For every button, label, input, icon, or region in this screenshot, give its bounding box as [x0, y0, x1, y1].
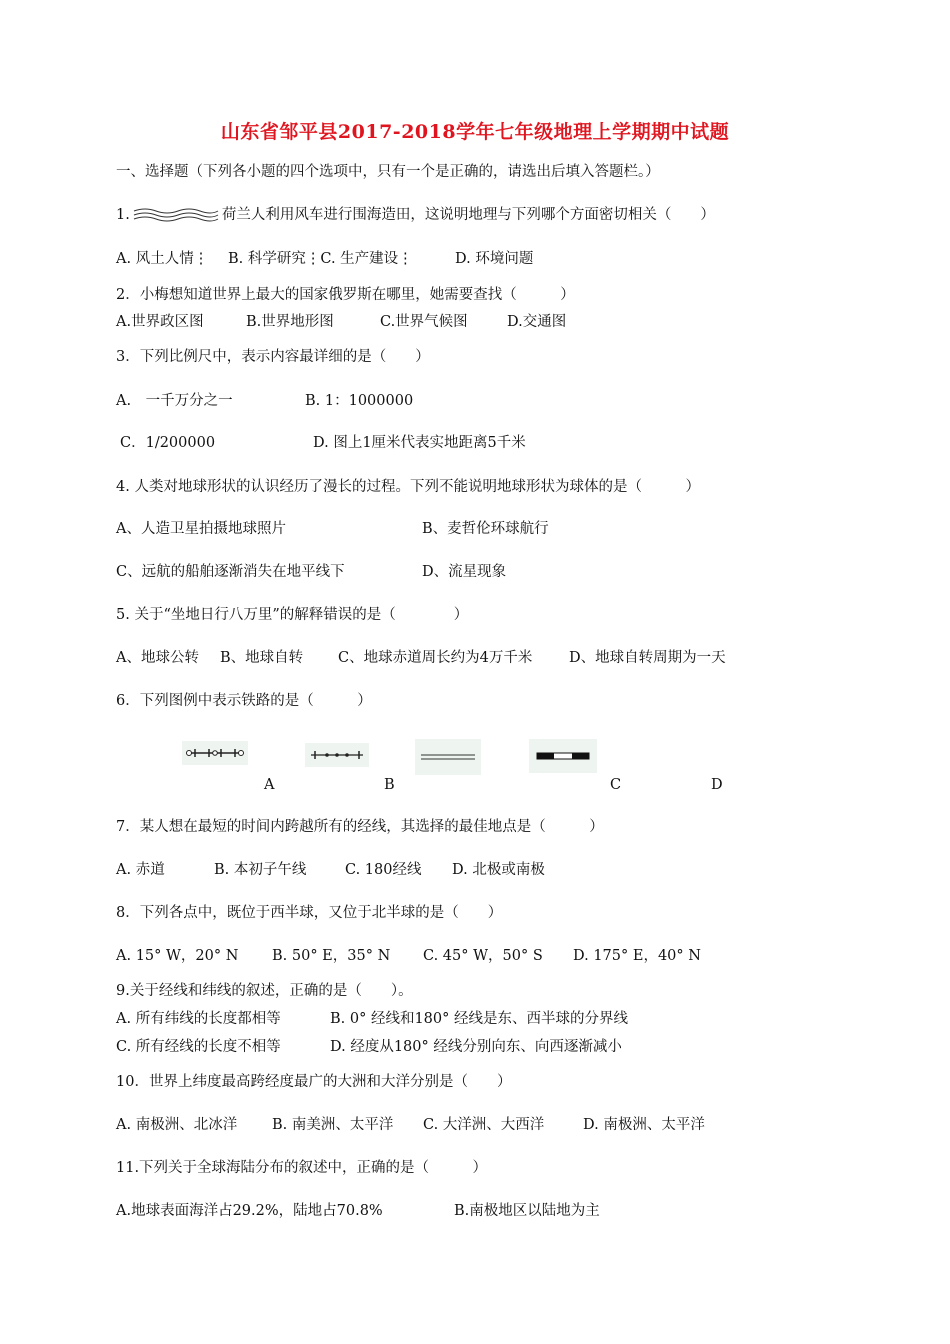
question-2: 2．小梅想知道世界上最大的国家俄罗斯在哪里，她需要查找（ ）: [116, 287, 575, 303]
question-3: 3．下列比例尺中，表示内容最详细的是（ ）: [116, 349, 430, 365]
q10-option-a: A. 南极洲、北冰洋: [116, 1117, 238, 1133]
q10-option-b: B. 南美洲、太平洋: [272, 1117, 394, 1133]
legend-label-d: D: [711, 777, 723, 793]
question-4: 4. 人类对地球形状的认识经历了漫长的过程。下列不能说明地球形状为球体的是（ ）: [116, 479, 700, 495]
q4-option-b: B、麦哲伦环球航行: [422, 521, 549, 537]
q3-option-c: C．1/200000: [120, 435, 216, 451]
q7-option-a: A. 赤道: [116, 862, 165, 878]
question-6: 6．下列图例中表示铁路的是（ ）: [116, 693, 372, 709]
legend-label-c: C: [610, 777, 622, 793]
q3-option-d: D. 图上1厘米代表实地距离5千米: [313, 435, 526, 451]
q5-option-c: C、地球赤道周长约为4万千米: [338, 650, 533, 666]
question-9: 9.关于经线和纬线的叙述，正确的是（ ）。: [116, 983, 413, 999]
q11-option-b: B.南极地区以陆地为主: [454, 1203, 600, 1219]
question-1-number: 1.: [116, 207, 130, 223]
q9-option-d: D. 经度从180° 经线分别向东、向西逐渐减小: [330, 1039, 622, 1055]
q8-option-d: D. 175° E，40° N: [573, 948, 701, 964]
q1-option-d: D. 环境问题: [455, 251, 534, 267]
q5-option-a: A、地球公转: [116, 650, 199, 666]
q9-option-c: C. 所有经线的长度不相等: [116, 1039, 281, 1055]
legend-a-icon: [182, 741, 248, 765]
question-8: 8．下列各点中，既位于西半球，又位于北半球的是（ ）: [116, 905, 503, 921]
question-11: 11.下列关于全球海陆分布的叙述中，正确的是（ ）: [116, 1160, 488, 1176]
exam-title: 山东省邹平县2017-2018学年七年级地理上学期期中试题: [220, 121, 730, 143]
legend-b-icon: [305, 743, 369, 767]
q8-option-a: A. 15° W，20° N: [116, 948, 239, 964]
q5-option-d: D、地球自转周期为一天: [569, 650, 726, 666]
question-5: 5. 关于“坐地日行八万里”的解释错误的是（ ）: [116, 607, 469, 623]
q7-option-c: C. 180经线: [345, 862, 422, 878]
q4-option-c: C、远航的船舶逐渐消失在地平线下: [116, 564, 345, 580]
q1-option-bc: B. 科学研究⋮C. 生产建设⋮: [228, 251, 413, 267]
q8-option-b: B. 50° E，35° N: [272, 948, 391, 964]
q11-option-a: A.地球表面海洋占29.2%，陆地占70.8%: [116, 1203, 383, 1219]
q2-option-b: B.世界地形图: [246, 314, 334, 330]
q7-option-d: D. 北极或南极: [452, 862, 545, 878]
q9-option-b: B. 0° 经线和180° 经线是东、西半球的分界线: [330, 1011, 628, 1027]
q3-option-b: B. 1：1000000: [305, 393, 414, 409]
q2-option-c: C.世界气候图: [380, 314, 468, 330]
q2-option-d: D.交通图: [507, 314, 567, 330]
question-10: 10．世界上纬度最高跨经度最广的大洲和大洋分别是（ ）: [116, 1074, 512, 1090]
q4-option-a: A、人造卫星拍摄地球照片: [116, 521, 286, 537]
legend-label-b: B: [384, 777, 395, 793]
q9-option-a: A. 所有纬线的长度都相等: [116, 1011, 281, 1027]
waves-icon: [132, 207, 220, 223]
question-1-text: 荷兰人利用风车进行围海造田，这说明地理与下列哪个方面密切相关（ ）: [221, 207, 715, 223]
question-1: [116, 205, 715, 225]
legend-d-icon: [529, 739, 597, 773]
legend-label-a: A: [264, 777, 275, 793]
q7-option-b: B. 本初子午线: [214, 862, 307, 878]
legend-c-icon: [415, 739, 481, 775]
q10-option-c: C. 大洋洲、大西洋: [423, 1117, 545, 1133]
question-7: 7．某人想在最短的时间内跨越所有的经线，其选择的最佳地点是（ ）: [116, 819, 604, 835]
q8-option-c: C. 45° W，50° S: [423, 948, 543, 964]
q5-option-b: B、地球自转: [220, 650, 304, 666]
q3-option-a: A. 一千万分之一: [116, 393, 233, 409]
q2-option-a: A.世界政区图: [116, 314, 204, 330]
q4-option-d: D、流星现象: [422, 564, 507, 580]
section-heading: 一、选择题（下列各小题的四个选项中，只有一个是正确的，请选出后填入答题栏。）: [116, 164, 660, 180]
q1-option-a: A. 风土人情⋮: [116, 251, 209, 267]
q10-option-d: D. 南极洲、太平洋: [583, 1117, 705, 1133]
